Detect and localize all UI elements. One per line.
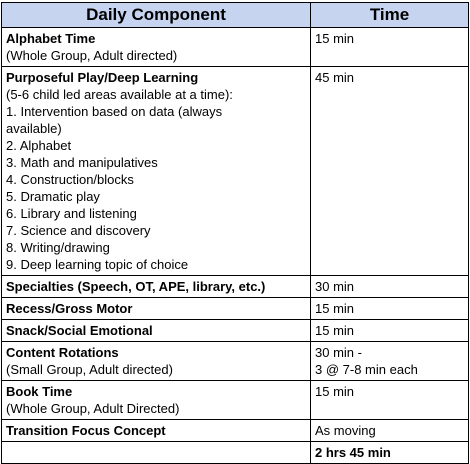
time-value: 30 min - [315,345,362,360]
time-cell [311,320,469,342]
total-row [2,442,469,464]
component-detail: 3. Math and manipulatives [6,155,158,170]
header-daily-component: Daily Component [2,3,311,28]
component-name: Alphabet Time [6,31,96,46]
component-detail: 5. Dramatic play [6,189,100,204]
time-cell [311,342,469,381]
component-detail: 9. Deep learning topic of choice [6,257,189,272]
total-time: 2 hrs 45 min [315,445,391,460]
component-detail: 6. Library and listening [6,206,137,221]
component-detail: 7. Science and discovery [6,223,151,238]
time-value: 30 min [315,279,355,294]
table-row [2,320,469,342]
time-cell [311,67,469,276]
table-row [2,28,469,67]
component-detail: (Whole Group, Adult directed) [6,48,178,63]
component-name: Purposeful Play/Deep Learning [6,70,199,85]
total-cell [311,442,469,464]
component-detail: (Small Group, Adult directed) [6,362,173,377]
table-row [2,381,469,420]
component-cell [2,381,311,420]
time-value: 15 min [315,323,355,338]
component-detail: 8. Writing/drawing [6,240,110,255]
table-row [2,276,469,298]
component-cell [2,276,311,298]
table-row [2,420,469,442]
component-detail: 1. Intervention based on data (always [6,104,223,119]
component-name: Recess/Gross Motor [6,301,133,316]
header-row [2,3,469,28]
time-value: 45 min [315,70,355,85]
component-cell [2,67,311,276]
time-cell [311,298,469,320]
component-detail: 4. Construction/blocks [6,172,134,187]
table-row [2,298,469,320]
time-value: 3 @ 7-8 min each [315,362,418,377]
daily-schedule-table [1,2,469,464]
component-name: Book Time [6,384,73,399]
component-name: Transition Focus Concept [6,423,166,438]
table-row [2,342,469,381]
time-cell [311,420,469,442]
component-detail: available) [6,121,62,136]
total-blank-cell [2,442,311,464]
component-cell [2,320,311,342]
component-detail: 2. Alphabet [6,138,72,153]
component-cell [2,342,311,381]
component-detail: (Whole Group, Adult Directed) [6,401,180,416]
component-name: Snack/Social Emotional [6,323,153,338]
component-name: Content Rotations [6,345,119,360]
time-value: 15 min [315,31,355,46]
time-value: As moving [315,423,376,438]
time-cell [311,381,469,420]
time-value: 15 min [315,384,355,399]
component-name: Specialties (Speech, OT, APE, library, etc.) [6,279,266,294]
component-detail: (5-6 child led areas available at a time): [6,87,233,102]
time-cell [311,276,469,298]
component-cell [2,298,311,320]
time-cell [311,28,469,67]
component-cell [2,28,311,67]
table-row [2,67,469,276]
time-value: 15 min [315,301,355,316]
component-cell [2,420,311,442]
header-time: Time [311,3,469,28]
